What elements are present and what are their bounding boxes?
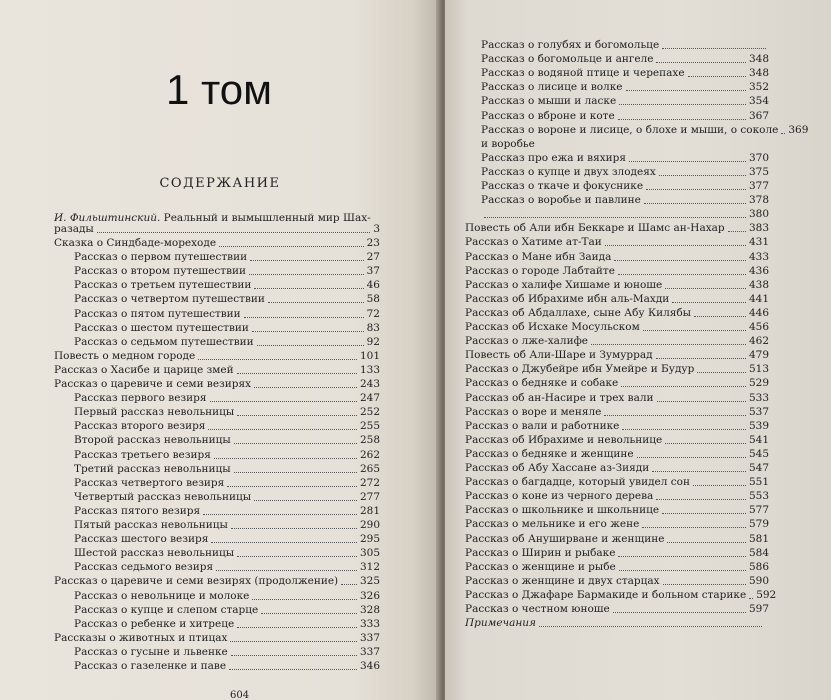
toc-entry-title: Рассказ о царевиче и семи везирях (продолжение): [54, 575, 339, 588]
toc-entry-title: Рассказ о ткаче и фокуснике: [481, 180, 644, 192]
toc-entry-page: 46: [366, 279, 380, 292]
toc-entry-page: 551: [748, 476, 769, 489]
toc-entry-page: 58: [366, 293, 380, 306]
toc-entry: [54, 377, 380, 391]
toc-entry: [465, 489, 769, 503]
toc-entry: [481, 207, 769, 221]
toc-entry-page: 348: [748, 53, 769, 66]
toc-entry-title: Рассказ о коне из черного дерева: [465, 490, 654, 503]
toc-entry-page: 354: [748, 95, 769, 108]
toc-entry: [481, 179, 769, 193]
leader-dots: [626, 90, 746, 91]
leader-dots: [234, 443, 357, 444]
leader-dots: [642, 527, 746, 528]
toc-entry: [465, 278, 769, 292]
toc-entry: [54, 236, 380, 250]
toc-entry-page: 441: [748, 292, 769, 305]
toc-entry: [74, 278, 380, 292]
leader-dots: [662, 513, 746, 514]
leader-dots: [97, 232, 371, 233]
leader-dots: [643, 330, 746, 331]
toc-entry-page: 37: [366, 265, 380, 278]
leader-dots: [237, 627, 357, 628]
toc-entry-page: 348: [748, 67, 769, 80]
toc-entry: [465, 320, 769, 334]
toc-entry: [74, 617, 380, 631]
leader-dots: [250, 260, 364, 261]
toc-entry: [481, 94, 769, 108]
leader-dots: [254, 500, 357, 501]
toc-entry-page: 378: [748, 194, 769, 207]
toc-entry: [74, 292, 380, 306]
leader-dots: [604, 415, 746, 416]
leader-dots: [629, 161, 746, 162]
toc-entry: [74, 321, 380, 335]
toc-entry-page: 541: [748, 433, 769, 446]
toc-entry-title: Сказка о Синдбаде-мореходе: [54, 237, 217, 249]
leader-dots: [646, 189, 746, 190]
toc-entry-title: Повесть о медном городе: [54, 349, 196, 362]
toc-entry-page: 352: [748, 81, 769, 94]
leader-dots: [227, 486, 357, 487]
volume-label: 1 том: [166, 66, 273, 113]
toc-entry-title: Рассказ об Абу Хассане аз-Зияди: [465, 462, 650, 474]
toc-entry-title: Рассказ первого везиря: [74, 392, 207, 405]
toc-entry: [74, 532, 380, 546]
toc-entry-title: Первый рассказ невольницы: [74, 406, 235, 419]
toc-entry-title: Рассказ о втором путешествии: [74, 265, 246, 278]
leader-dots: [694, 316, 746, 317]
toc-entry: [465, 419, 769, 433]
toc-entry-title: Рассказ о голубях и богомольце: [481, 39, 660, 51]
toc-entry-title: Рассказ о ребенке и хитреце: [74, 617, 235, 630]
toc-entry: [465, 503, 769, 517]
toc-entry: [54, 363, 380, 377]
leader-dots: [637, 457, 746, 458]
toc-entry: [74, 589, 380, 603]
toc-entry-page: 577: [748, 504, 769, 517]
leader-dots: [234, 472, 357, 473]
toc-entry-title: Рассказ о первом путешествии: [74, 251, 248, 264]
leader-dots: [210, 401, 357, 402]
toc-entry: [74, 250, 380, 264]
leader-dots: [728, 231, 746, 232]
toc-entry-page: 328: [359, 603, 380, 616]
toc-entry: [74, 645, 380, 659]
toc-entry: [74, 518, 380, 532]
leader-dots: [656, 499, 746, 500]
toc-entry-title: Рассказ о Хасибе и царице змей: [54, 363, 234, 376]
toc-entry: [481, 80, 769, 94]
toc-entry-title: Повесть об Али ибн Беккаре и Шамс ан-Нахар: [465, 222, 725, 235]
intro-author: И. Фильштинский.: [54, 212, 161, 224]
toc-entry-title: Рассказ шестого везиря: [74, 533, 209, 546]
toc-entry: [465, 574, 769, 588]
toc-entry: [465, 560, 769, 574]
toc-entry-title: Рассказ третьего везиря: [74, 448, 211, 461]
toc-entry-page: 255: [359, 420, 380, 433]
leader-dots: [219, 246, 364, 247]
toc-entry: [465, 433, 769, 447]
toc-entry-title: Рассказ о лисице и волке: [481, 81, 623, 94]
toc-entry: [74, 603, 380, 617]
toc-entry-page: 377: [748, 180, 769, 192]
toc-entry-page: 579: [748, 518, 769, 531]
intro-title-line1: Реальный и вымышленный мир Шах-: [163, 212, 371, 224]
leader-dots: [622, 429, 746, 430]
leader-dots: [605, 245, 746, 246]
leader-dots: [644, 203, 746, 204]
toc-entry-page: 101: [359, 349, 380, 362]
toc-entry: [481, 38, 769, 52]
toc-entry-title: Рассказ о мыши и ласке: [481, 95, 617, 108]
leader-dots: [216, 570, 357, 571]
toc-entry: [74, 659, 380, 673]
toc-entry-page: 272: [359, 476, 380, 489]
toc-entry: [74, 476, 380, 490]
toc-entry-title: Рассказы о животных и птицах: [54, 631, 228, 644]
toc-entry-title: Рассказ о невольнице и молоке: [74, 589, 250, 602]
toc-entry-page: 533: [748, 391, 769, 404]
toc-entry-page: 431: [748, 236, 769, 249]
toc-entry: [465, 461, 769, 475]
leader-dots: [244, 317, 364, 318]
toc-entry-page: 243: [359, 378, 380, 390]
toc-entry-title: Шестой рассказ невольницы: [74, 547, 235, 560]
toc-entry-title: Рассказ об ан-Насире и трех вали: [465, 391, 654, 404]
leader-dots: [697, 372, 746, 373]
toc-entry-page: 290: [359, 519, 380, 531]
leader-dots: [208, 429, 357, 430]
leader-dots: [341, 584, 357, 585]
toc-entry-page: 436: [748, 264, 769, 277]
toc-entry-page: 479: [748, 349, 769, 362]
toc-entry-page: 539: [748, 419, 769, 432]
toc-entry-title: Рассказ о третьем путешествии: [74, 279, 252, 292]
leader-dots: [665, 443, 746, 444]
leader-dots: [539, 626, 762, 627]
leader-dots: [254, 387, 357, 388]
leader-dots: [254, 288, 363, 289]
toc-entry: [465, 532, 769, 546]
toc-entry: [465, 292, 769, 306]
right-page: [445, 0, 831, 700]
toc-entry-page: 513: [748, 363, 769, 376]
leader-dots: [214, 458, 357, 459]
leader-dots: [484, 217, 746, 218]
toc-entry-page: 590: [748, 574, 769, 587]
toc-entry: [74, 307, 380, 321]
leader-dots: [781, 133, 785, 134]
leader-dots: [693, 485, 746, 486]
leader-dots: [237, 556, 357, 557]
toc-entry-title: Рассказ о лже-халифе: [465, 335, 589, 348]
toc-entry-title: Рассказ о Мане ибн Заида: [465, 250, 612, 263]
leader-dots: [203, 514, 357, 515]
toc-entry-title: Рассказ о бедняке и собаке: [465, 377, 619, 390]
leader-dots: [665, 288, 746, 289]
toc-entry: [74, 264, 380, 278]
toc-entry-page: 586: [748, 560, 769, 573]
toc-entry: [465, 306, 769, 320]
toc-entry-page: 83: [366, 321, 380, 334]
toc-entry-title: Рассказ о водяной птице и черепахе: [481, 67, 685, 80]
toc-entry: [465, 475, 769, 489]
toc-entry-title: Рассказ о вороне и лисице, о блохе и мыши, о соколе: [481, 123, 779, 136]
toc-entry-page: 337: [359, 631, 380, 644]
leader-dots: [252, 599, 357, 600]
toc-entry: [465, 348, 769, 362]
leader-dots: [230, 641, 357, 642]
leader-dots: [618, 274, 746, 275]
toc-entry-page: 312: [359, 561, 380, 574]
toc-entry: [74, 462, 380, 476]
toc-entry: [465, 546, 769, 560]
toc-entry-page: 446: [748, 306, 769, 319]
toc-entry: [481, 193, 769, 207]
leader-dots: [614, 260, 746, 261]
toc-entry-page: 383: [748, 222, 769, 235]
toc-entry: [481, 52, 769, 66]
toc-entry-page: 281: [359, 504, 380, 517]
notes-entry: [465, 616, 765, 630]
toc-entry-title: Рассказ о купце и слепом старце: [74, 603, 259, 616]
leader-dots: [672, 302, 746, 303]
toc-entry-title: Рассказ о Хатиме ат-Таи: [465, 236, 602, 249]
toc-entry: [465, 447, 769, 461]
toc-entry-page: 553: [748, 490, 769, 503]
page-number: 604: [230, 690, 250, 700]
toc-entry: [465, 517, 769, 531]
toc-entry-title: Рассказ о воробье и павлине: [481, 194, 641, 207]
toc-entry: [465, 235, 769, 249]
toc-entry-page: 380: [748, 208, 769, 221]
toc-entry-title: Рассказ о богомольце и ангеле: [481, 53, 654, 66]
toc-entry-page: 369: [788, 123, 809, 136]
toc-entry: [465, 362, 769, 376]
toc-entry-title: Рассказ о женщине и рыбе: [465, 560, 616, 573]
toc-entry-title: Рассказ о халифе Хишаме и юноше: [465, 278, 663, 291]
toc-entry-page: 277: [359, 490, 380, 503]
toc-entry-page: 92: [366, 335, 380, 348]
toc-entry: [465, 405, 769, 419]
intro-page: 3: [373, 223, 380, 235]
leader-dots: [231, 655, 357, 656]
toc-entry-page: 265: [359, 462, 380, 475]
toc-entry-page: 252: [359, 406, 380, 419]
toc-entry: [481, 123, 809, 137]
toc-entry-page: 375: [748, 165, 769, 178]
toc-entry: [74, 391, 380, 405]
toc-entry-wrap: [481, 137, 769, 151]
toc-entry: [481, 109, 769, 123]
toc-entry-title: Рассказ пятого везиря: [74, 504, 201, 517]
toc-entry: [465, 602, 769, 616]
toc-entry-page: 305: [359, 547, 380, 560]
leader-dots: [198, 359, 357, 360]
toc-entry-page: 27: [366, 251, 380, 264]
toc-entry-page: 597: [748, 603, 769, 615]
leader-dots: [749, 598, 753, 599]
toc-entry: [465, 588, 777, 602]
toc-entry: [74, 335, 380, 349]
toc-entry-page: 584: [748, 546, 769, 559]
toc-entry: [54, 631, 380, 645]
contents-heading: СОДЕРЖАНИЕ: [159, 176, 281, 191]
leader-dots: [211, 542, 357, 543]
toc-entry-page: 370: [748, 151, 769, 164]
toc-entry-page: 581: [748, 532, 769, 545]
toc-entry: [54, 574, 380, 588]
toc-entry-page: 72: [366, 307, 380, 320]
toc-entry-title: Рассказ о царевиче и семи везирях: [54, 378, 252, 390]
toc-entry-page: 23: [366, 237, 380, 249]
toc-entry-title: Рассказ про ежа и вяхиря: [481, 151, 626, 164]
toc-entry: [465, 264, 769, 278]
toc-entry-page: 367: [748, 109, 769, 122]
toc-entry: [74, 560, 380, 574]
toc-entry-page: 325: [359, 575, 380, 588]
toc-entry-title: Повесть об Али-Шаре и Зумуррад: [465, 349, 653, 362]
toc-entry-title: Рассказ седьмого везиря: [74, 561, 214, 574]
intro-entry-line2: [54, 222, 380, 236]
toc-entry-page: 262: [359, 448, 380, 461]
toc-entry-title: Рассказ об Ибрахиме ибн аль-Махди: [465, 292, 670, 305]
toc-entry-title: Рассказ о седьмом путешествии: [74, 335, 254, 348]
toc-entry-title: Рассказ о шестом путешествии: [74, 321, 249, 334]
toc-entry-title: Пятый рассказ невольницы: [74, 519, 228, 531]
toc-entry-title: Второй рассказ невольницы: [74, 434, 231, 447]
leader-dots: [257, 345, 364, 346]
toc-entry-title: Рассказ о Ширин и рыбаке: [465, 546, 616, 559]
leader-dots: [237, 373, 357, 374]
leader-dots: [656, 358, 746, 359]
toc-entry-page: 333: [359, 617, 380, 630]
leader-dots: [619, 570, 746, 571]
leader-dots: [663, 584, 746, 585]
toc-entry: [465, 376, 769, 390]
leader-dots: [229, 669, 357, 670]
leader-dots: [619, 104, 746, 105]
toc-entry-page: 456: [748, 321, 769, 333]
toc-entry-page: 438: [748, 278, 769, 291]
toc-entry: [74, 405, 380, 419]
toc-entry-page: 337: [359, 645, 380, 658]
toc-entry-page: 529: [748, 377, 769, 390]
toc-entry-title: Рассказ о честном юноше: [465, 603, 610, 615]
leader-dots: [237, 415, 357, 416]
toc-entry-title-cont: и воробье: [481, 137, 535, 150]
toc-entry: [465, 391, 769, 405]
leader-dots: [667, 542, 745, 543]
leader-dots: [656, 62, 745, 63]
toc-entry-title: Рассказ о городе Лабтайте: [465, 264, 615, 277]
toc-entry-title: Четвертый рассказ невольницы: [74, 490, 252, 503]
toc-entry-page: 545: [748, 447, 769, 460]
toc-entry-page: 295: [359, 533, 380, 546]
toc-entry: [54, 349, 380, 363]
toc-entry-title: Рассказ о багдадце, который увидел сон: [465, 476, 690, 489]
toc-entry-title: Рассказ о вали и работнике: [465, 419, 620, 432]
toc-entry: [465, 221, 769, 235]
leader-dots: [252, 331, 364, 332]
leader-dots: [231, 528, 357, 529]
toc-entry-title: Рассказ о школьнике и школьнице: [465, 504, 660, 517]
leader-dots: [621, 386, 746, 387]
toc-entry-title: Рассказ о вброне и коте: [481, 109, 615, 122]
toc-entry-title: Рассказ о купце и двух злодеях: [481, 165, 656, 178]
toc-entry-title: Рассказ об Абдаллахе, сыне Абу Килябы: [465, 306, 692, 319]
toc-entry: [74, 490, 380, 504]
notes-label: Примечания: [465, 617, 536, 629]
leader-dots: [688, 76, 746, 77]
toc-entry-page: 547: [748, 462, 769, 474]
leader-dots: [261, 613, 357, 614]
leader-dots: [618, 119, 746, 120]
toc-entry-title: Рассказ о гусыне и львенке: [74, 645, 228, 658]
toc-entry-page: 592: [756, 588, 777, 601]
toc-entry: [481, 66, 769, 80]
toc-entry: [465, 334, 769, 348]
toc-entry-title: Рассказ о воре и меняле: [465, 405, 602, 418]
leader-dots: [659, 175, 746, 176]
toc-entry-page: 433: [748, 250, 769, 263]
toc-entry-title: Рассказ об Ибрахиме и невольнице: [465, 433, 663, 446]
toc-entry: [74, 504, 380, 518]
toc-entry: [74, 419, 380, 433]
leader-dots: [662, 48, 766, 49]
leader-dots: [613, 612, 746, 613]
toc-entry-title: Рассказ о газеленке и паве: [74, 660, 227, 672]
toc-entry-title: Рассказ о Джафаре Бармакиде и больном старике: [465, 588, 747, 601]
toc-entry-title: Рассказ второго везиря: [74, 420, 206, 433]
toc-entry-title: Третий рассказ невольницы: [74, 462, 231, 475]
toc-entry-title: Рассказ о Джубейре ибн Умейре и Будур: [465, 363, 695, 376]
toc-entry: [481, 165, 769, 179]
toc-entry-title: Рассказ об Ануширване и женщине: [465, 532, 665, 545]
leader-dots: [249, 274, 364, 275]
toc-entry: [74, 433, 380, 447]
toc-entry: [74, 448, 380, 462]
intro-title-line2: разады: [54, 223, 94, 235]
leader-dots: [618, 556, 746, 557]
leader-dots: [268, 302, 364, 303]
toc-entry-page: 462: [748, 335, 769, 348]
toc-entry-page: 258: [359, 434, 380, 447]
toc-entry-title: Рассказ о бедняке и женщине: [465, 447, 634, 460]
toc-entry-page: 326: [359, 589, 380, 602]
leader-dots: [652, 471, 746, 472]
toc-entry-page: 247: [359, 392, 380, 405]
toc-entry-title: Рассказ четвертого везиря: [74, 476, 225, 489]
toc-entry: [74, 546, 380, 560]
toc-entry-page: 133: [359, 363, 380, 376]
toc-entry: [465, 250, 769, 264]
toc-entry-title: Рассказ о женщине и двух старцах: [465, 574, 660, 587]
toc-entry-page: 537: [748, 405, 769, 418]
toc-entry-page: 346: [359, 660, 380, 672]
leader-dots: [657, 401, 746, 402]
toc-entry-title: Рассказ об Исхаке Мосульском: [465, 321, 640, 333]
toc-entry: [481, 151, 769, 165]
toc-entry-title: Рассказ о мельнике и его жене: [465, 518, 640, 531]
leader-dots: [591, 344, 746, 345]
toc-entry-title: Рассказ о пятом путешествии: [74, 307, 241, 320]
toc-entry-title: Рассказ о четвертом путешествии: [74, 293, 265, 306]
